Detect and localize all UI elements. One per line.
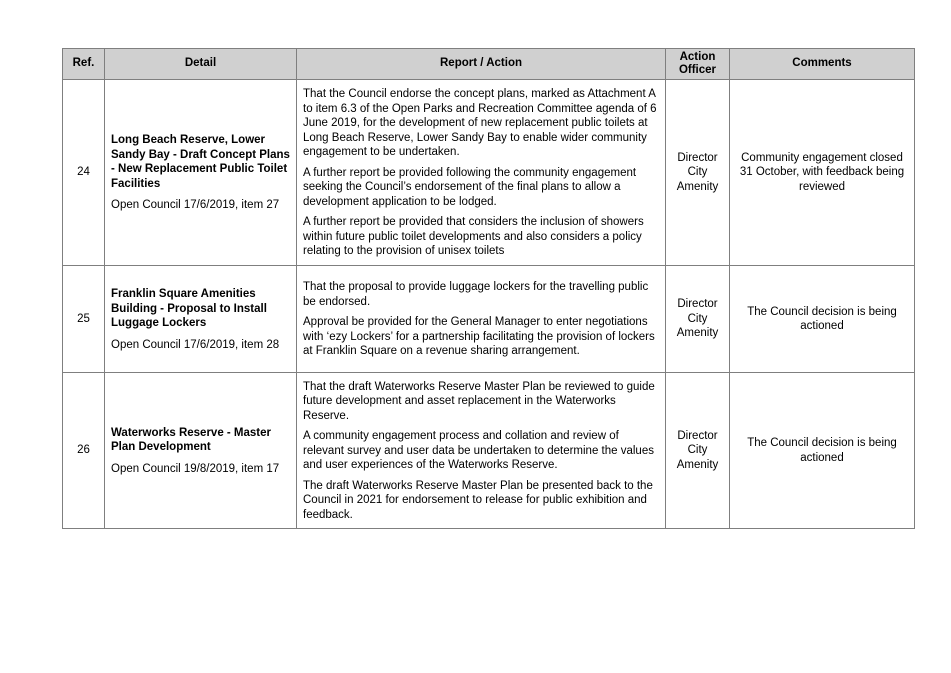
table-row [63, 373, 915, 529]
row-action-officer: Director City Amenity [666, 266, 730, 373]
action-paragraph: That the draft Waterworks Reserve Master Plan be reviewed to guide future development and asset replacement in the Waterworks Reserve. [303, 380, 655, 422]
detail-meeting: Open Council 19/8/2019, item 17 [111, 462, 280, 475]
action-paragraph: A further report be provided that considers the inclusion of showers within future public toilet developments and also considers a policy relating to the provision of unisex toilets [303, 216, 644, 258]
detail-title: Waterworks Reserve - Master Plan Development [111, 426, 272, 454]
row-ref: 25 [63, 266, 105, 373]
header-comments: Comments [730, 49, 915, 80]
row-comments: The Council decision is being actioned [730, 373, 915, 529]
detail-title: Franklin Square Amenities Building - Proposal to Install Luggage Lockers [111, 288, 267, 329]
row-ref: 24 [63, 80, 105, 266]
row-detail [105, 266, 297, 373]
row-report-action [297, 80, 666, 266]
table-row [63, 80, 915, 266]
detail-meeting: Open Council 17/6/2019, item 28 [111, 338, 280, 351]
row-comments: The Council decision is being actioned [730, 266, 915, 373]
detail-meeting: Open Council 17/6/2019, item 27 [111, 199, 280, 212]
row-detail [105, 373, 297, 529]
table-header-row [63, 49, 915, 80]
row-action-officer: Director City Amenity [666, 373, 730, 529]
action-items-table [62, 48, 915, 529]
row-report-action [297, 373, 666, 529]
row-detail [105, 80, 297, 266]
action-paragraph: That the proposal to provide luggage lockers for the travelling public be endorsed. [303, 281, 649, 308]
action-paragraph: A further report be provided following the community engagement seeking the Council’s endorsement of the final plans to allow a development application to be lodged. [303, 166, 637, 208]
action-paragraph: The draft Waterworks Reserve Master Plan be presented back to the Council in 2021 for endorsement to release for public exhibition and feedback. [303, 479, 653, 521]
table-row [63, 266, 915, 373]
header-action-officer: Action Officer [666, 49, 730, 80]
detail-title: Long Beach Reserve, Lower Sandy Bay - Draft Concept Plans - New Replacement Public Toilet Facilities [111, 134, 290, 190]
header-report-action: Report / Action [297, 49, 666, 80]
header-ref: Ref. [63, 49, 105, 80]
action-paragraph: That the Council endorse the concept plans, marked as Attachment A to item 6.3 of the Open Parks and Recreation Committee agenda of 6 June 2019, for the development of new replacement public toilets at Long Beach Reserve, Lower Sandy Bay to enable wider community engagement to be undertaken. [303, 88, 657, 159]
row-report-action [297, 266, 666, 373]
action-paragraph: A community engagement process and collation and review of relevant survey and user data be undertaken to determine the values and user experiences of the Waterworks Reserve. [303, 430, 654, 472]
row-comments: Community engagement closed 31 October, with feedback being reviewed [730, 80, 915, 266]
header-detail: Detail [105, 49, 297, 80]
row-ref: 26 [63, 373, 105, 529]
action-paragraph: Approval be provided for the General Manager to enter negotiations with ‘ezy Lockers’ for a partnership facilitating the provision of lockers at Franklin Square on a revenue sharing arrangement. [303, 316, 655, 358]
row-action-officer: Director City Amenity [666, 80, 730, 266]
